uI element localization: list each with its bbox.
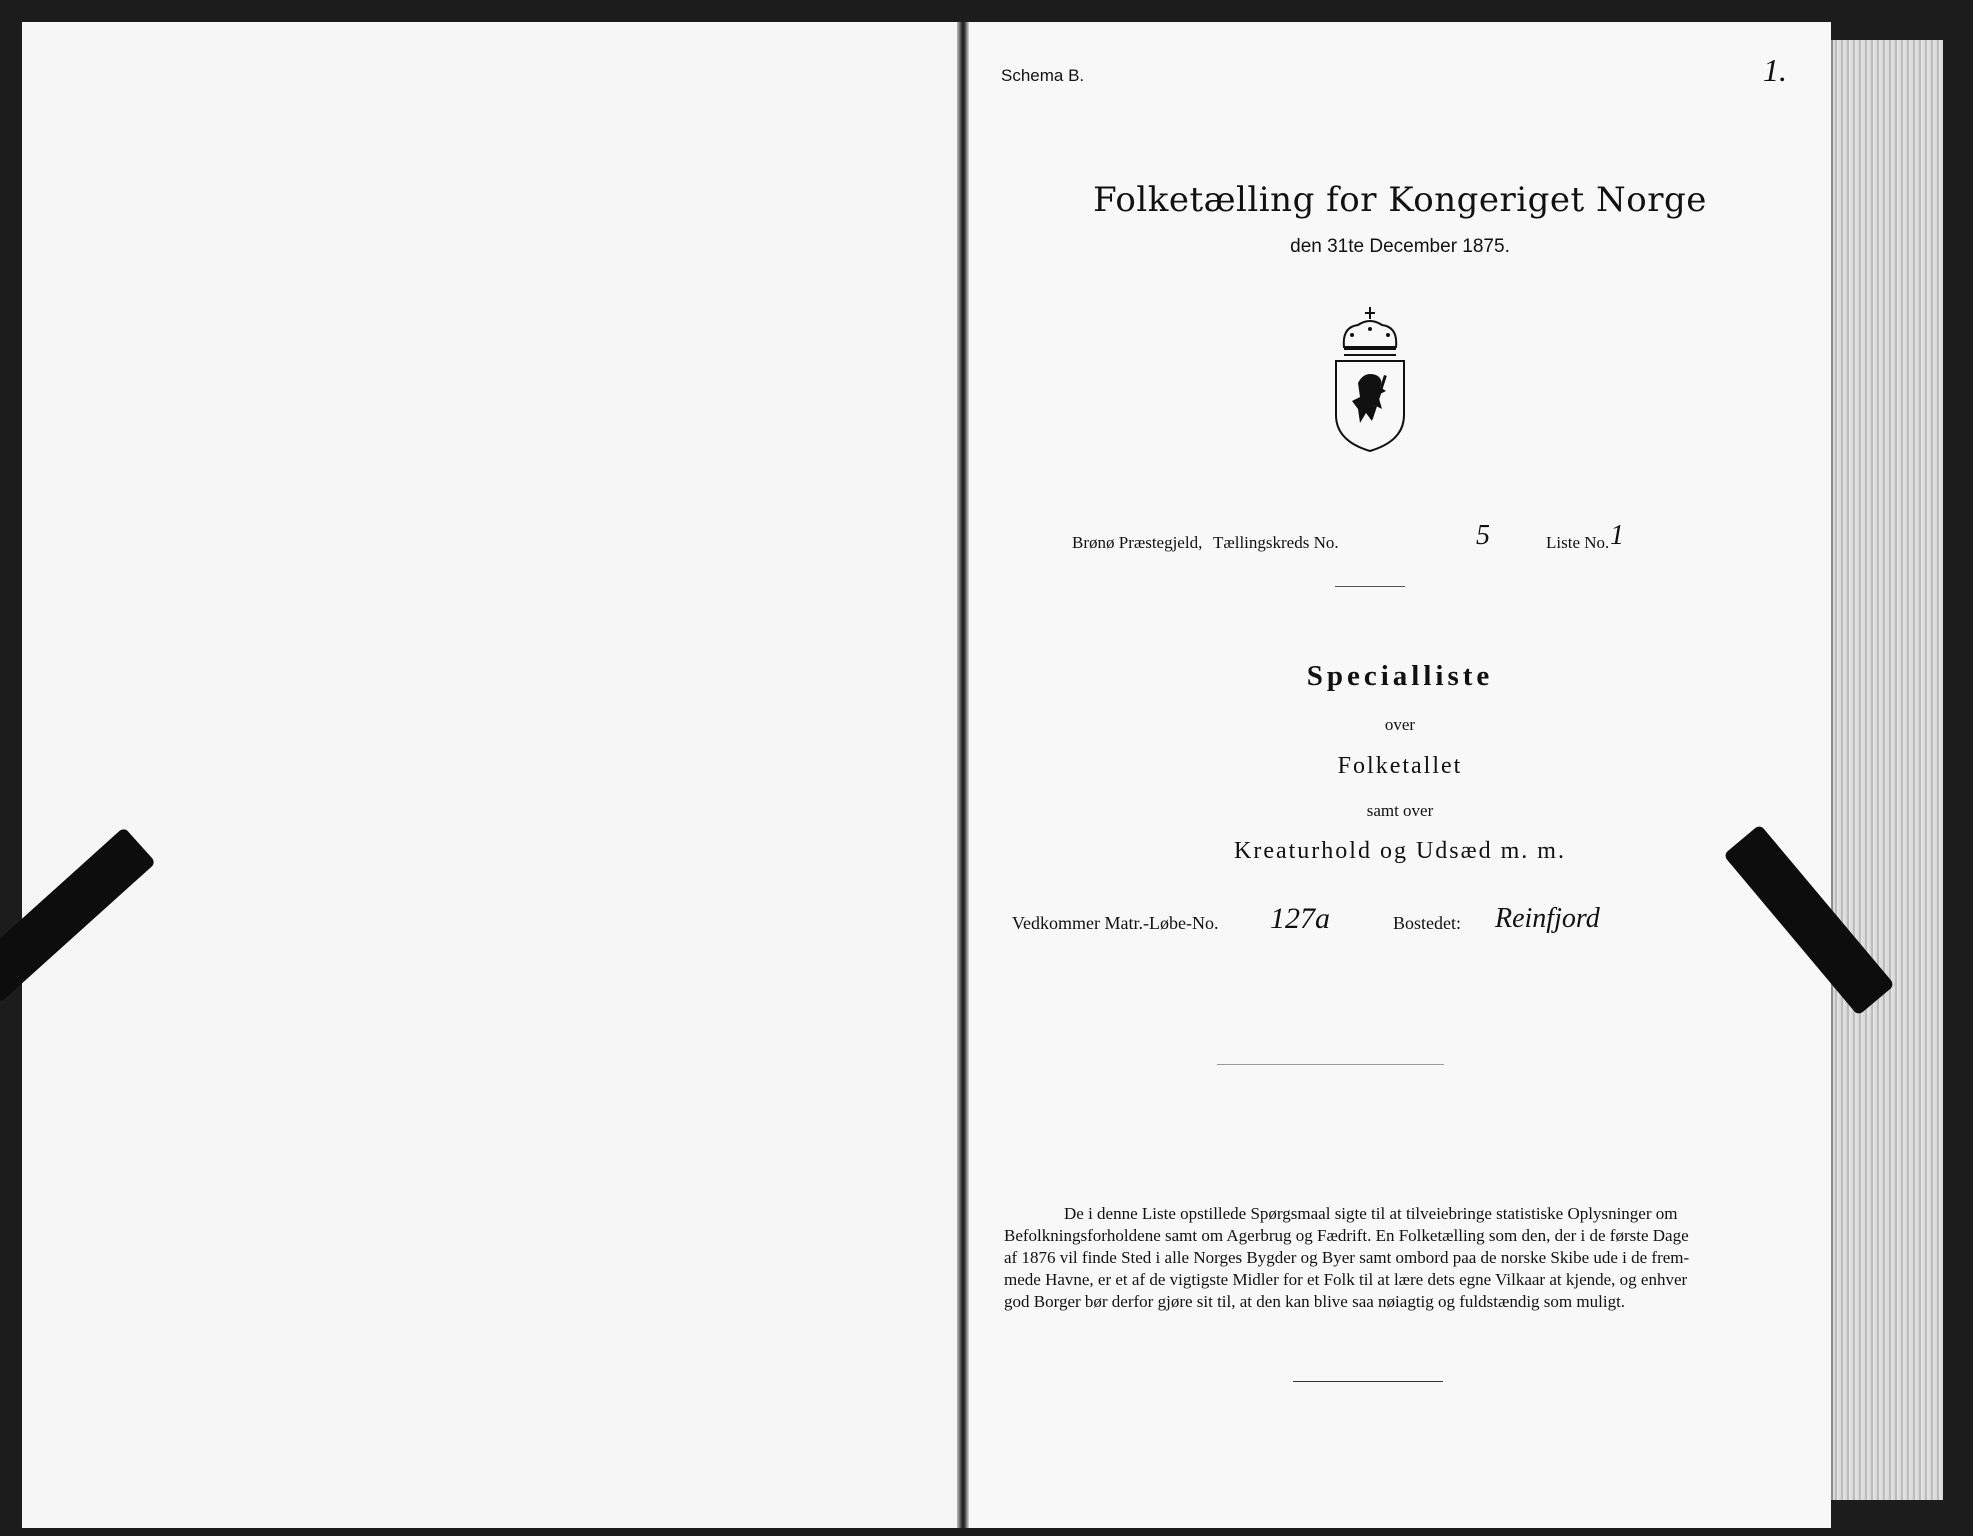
over-text: over (1384, 715, 1416, 734)
list-label: Liste No. (1546, 533, 1610, 552)
bosted-value: Reinfjord (1495, 903, 1600, 934)
paragraph-line: Befolkningsforholdene samt om Agerbrug og Fædrift. En Folketælling som den, der i de første Dage (1004, 1226, 1689, 1245)
divider-bottom (1293, 1381, 1443, 1382)
district-number: 5 (1476, 520, 1490, 551)
bosted-label: Bostedet: (1393, 913, 1461, 933)
page-number: 1. (1763, 52, 1787, 88)
paragraph-line: af 1876 vil finde Sted i alle Norges Bygder og Byer samt ombord paa de norske Skibe ude i de frem- (1004, 1248, 1690, 1267)
specialliste-heading: Specialliste (1306, 660, 1494, 692)
form-date: den 31te December 1875. (1290, 236, 1510, 257)
divider-top (1335, 586, 1405, 587)
district-label: Tællingskreds No. (1213, 533, 1339, 552)
divider-middle (1217, 1064, 1444, 1065)
list-number: 1 (1610, 520, 1624, 551)
page-edges (1831, 40, 1943, 1500)
form-title: Folketælling for Kongeriget Norge (1093, 180, 1707, 220)
schema-label: Schema B. (1001, 66, 1085, 85)
paragraph-line: god Borger bør derfor gjøre sit til, at den kan blive saa nøiagtig og fuldstændig som muligt. (1004, 1292, 1626, 1311)
instructions-paragraph (1004, 1203, 1724, 1313)
kreaturhold-text: Kreaturhold og Udsæd m. m. (1234, 838, 1566, 864)
parish-label: Brønø Præstegjeld, (1072, 533, 1203, 552)
matr-label: Vedkommer Matr.-Løbe-No. (1012, 913, 1219, 933)
coat-of-arms-icon (1328, 305, 1412, 455)
samt-over-text: samt over (1366, 801, 1434, 820)
paragraph-line: De i denne Liste opstillede Spørgsmaal sigte til at tilveiebringe statistiske Oplysninger om (1064, 1204, 1678, 1223)
left-blank-page (22, 22, 959, 1528)
matr-number: 127a (1270, 902, 1330, 935)
paragraph-line: mede Havne, er et af de vigtigste Midler for et Folk til at lære dets egne Vilkaar at kjende, og enhver (1004, 1270, 1688, 1289)
book-spine (957, 22, 969, 1528)
folketallet-text: Folketallet (1337, 753, 1463, 779)
